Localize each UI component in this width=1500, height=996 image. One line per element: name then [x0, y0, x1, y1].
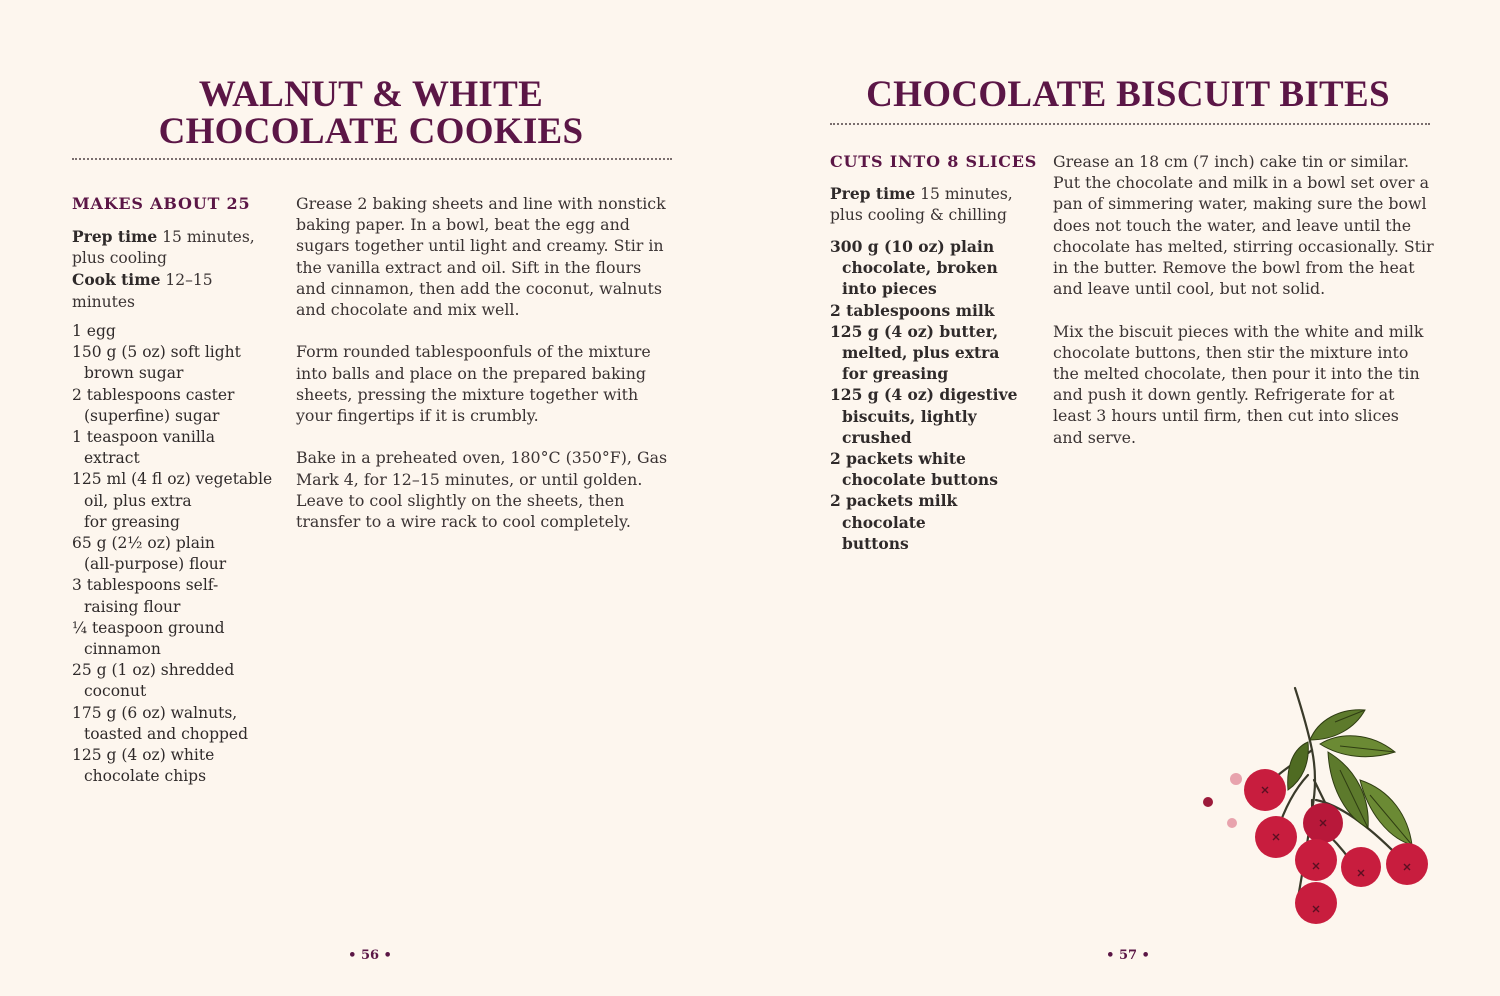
berry-dot	[1227, 818, 1237, 828]
ingredient-item: 125 g (4 oz) butter, melted, plus extra for greasing	[830, 321, 1000, 384]
ingredient-item: 125 g (4 oz) digestive biscuits, lightly crushed	[830, 385, 1018, 447]
ingredient-item: 1 egg	[72, 322, 116, 340]
berry-dot	[1203, 797, 1213, 807]
title-line-2: CHOCOLATE COOKIES	[158, 111, 584, 152]
method-text	[296, 193, 676, 553]
berry	[1295, 839, 1337, 881]
recipe-title: CHOCOLATE BISCUIT BITES	[866, 74, 1390, 115]
ingredient-list	[830, 236, 1035, 554]
cook-value: 12–15 minutes	[72, 271, 213, 311]
method-paragraph: Form rounded tablespoonfuls of the mixture into balls and place on the prepared baking sheets, pressing the mixture together with your fingertips if it is crumbly.	[296, 342, 651, 426]
ingredient-item: 2 packets white chocolate buttons	[830, 449, 998, 490]
berry	[1386, 843, 1428, 885]
ingredient-item: 2 tablespoons milk	[830, 300, 995, 320]
cook-label: Cook time	[72, 270, 161, 290]
timing-block	[72, 226, 272, 313]
ingredient-item: 125 g (4 oz) white chocolate chips	[72, 746, 215, 786]
berry-dot	[1230, 773, 1242, 785]
ingredient-item: 1 teaspoon vanilla extract	[72, 428, 215, 468]
ingredient-item: 150 g (5 oz) soft light brown sugar	[72, 343, 241, 383]
recipe-yield: MAKES ABOUT 25	[72, 194, 251, 213]
recipe-title	[70, 76, 672, 150]
prep-value: 15 minutes, plus cooling	[72, 228, 255, 268]
ingredient-item: 125 ml (4 fl oz) vegetable oil, plus extra for greasing	[72, 470, 273, 531]
prep-time	[830, 183, 1030, 226]
page-number: • 56 •	[348, 948, 392, 963]
ingredient-list	[72, 321, 277, 787]
page-number: • 57 •	[1106, 948, 1150, 963]
method-paragraph: Mix the biscuit pieces with the white and milk chocolate buttons, then stir the mixture into the melted chocolate, then pour it into the tin and push it down gently. Refrigerate for at least 3 hours until firm, then cut into slices and serve.	[1053, 321, 1424, 447]
ingredient-item: 65 g (2½ oz) plain (all-purpose) flour	[72, 534, 227, 574]
method-paragraph: Grease 2 baking sheets and line with nonstick baking paper. In a bowl, beat the egg and sugars together until light and creamy. Stir in the vanilla extract and oil. Sift in the flours and cinnamon, then add the coconut, walnuts and chocolate and mix well.	[296, 194, 666, 320]
cherry-branch-illustration	[1190, 680, 1440, 930]
cook-time	[72, 269, 272, 312]
ingredient-item: 3 tablespoons self- raising flour	[72, 576, 219, 616]
prep-label: Prep time	[830, 184, 916, 203]
method-paragraph: Bake in a preheated oven, 180°C (350°F), Gas Mark 4, for 12–15 minutes, or until golden. Leave to cool slightly on the sheets, then transfer to a wire rack to cool completely.	[296, 448, 668, 532]
ingredient-item: 300 g (10 oz) plain chocolate, broken into pieces	[830, 237, 998, 299]
ingredient-item: ¼ teaspoon ground cinnamon	[72, 618, 225, 659]
recipe-yield: CUTS INTO 8 SLICES	[830, 152, 1038, 171]
right-page	[750, 0, 1500, 996]
title-line-1: WALNUT & WHITE	[198, 74, 544, 115]
method-text	[1053, 151, 1438, 469]
ingredient-item: 175 g (6 oz) walnuts, toasted and chopped	[72, 703, 249, 743]
timing-block	[830, 183, 1030, 226]
prep-time	[72, 226, 272, 269]
method-paragraph: Grease an 18 cm (7 inch) cake tin or similar. Put the chocolate and milk in a bowl set over a pan of simmering water, making sure the bowl does not touch the water, and leave until the chocolate has melted, stirring occasionally. Stir in the butter. Remove the bowl from the heat and leave until cool, but not solid.	[1053, 152, 1434, 299]
berry	[1341, 847, 1381, 887]
prep-value: 15 minutes, plus cooling & chilling	[830, 185, 1013, 225]
prep-label: Prep time	[72, 227, 158, 246]
dotted-divider	[830, 123, 1430, 125]
ingredient-item: 2 tablespoons caster (superfine) sugar	[72, 385, 235, 425]
ingredient-item: 2 packets milk chocolate buttons	[830, 491, 958, 553]
ingredient-item: 25 g (1 oz) shredded coconut	[72, 661, 235, 701]
dotted-divider	[72, 158, 672, 160]
berry	[1295, 882, 1337, 924]
